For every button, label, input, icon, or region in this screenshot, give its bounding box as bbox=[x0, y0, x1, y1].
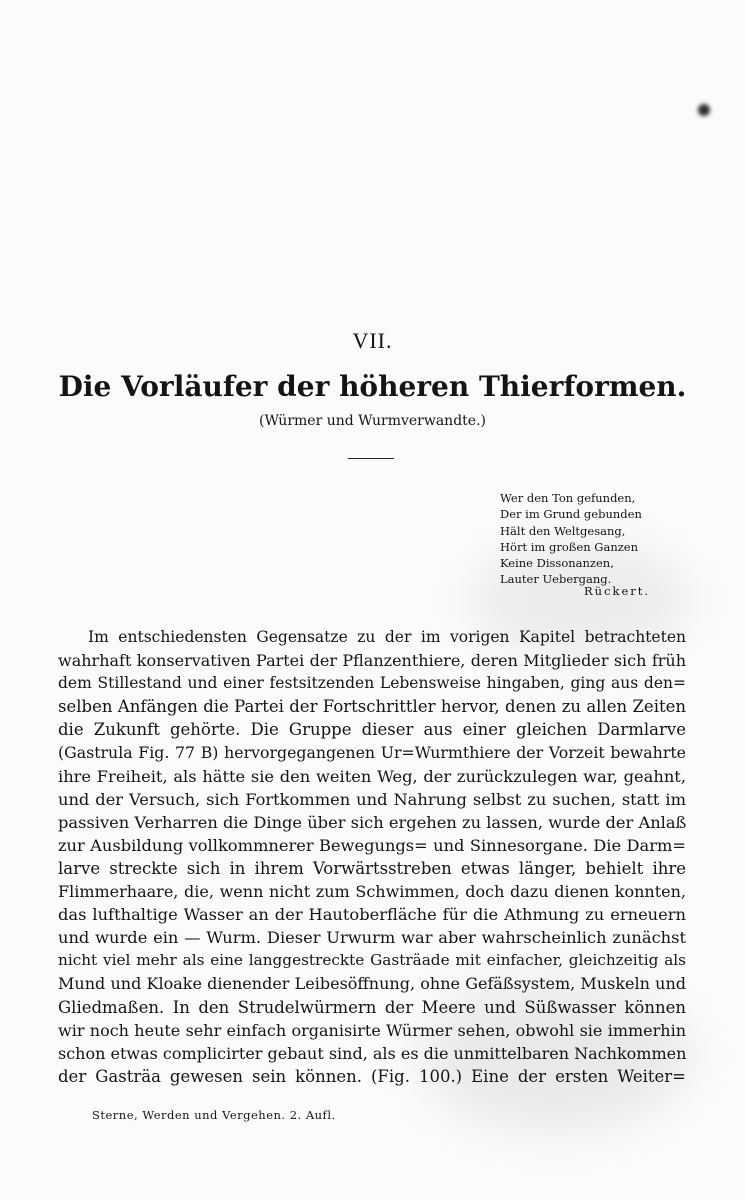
ink-spot bbox=[698, 104, 710, 116]
epigraph bbox=[500, 490, 710, 588]
text-line: ihre Freiheit, als hätte sie den weiten Weg, der zurückzulegen war, geahnt, bbox=[58, 766, 686, 786]
page-footer-signature: Sterne, Werden und Vergehen. 2. Aufl. bbox=[92, 1108, 336, 1122]
text-line: der Gasträa gewesen sein können. (Fig. 100.) Eine der ersten Weiter= bbox=[58, 1066, 686, 1086]
epigraph-line: Hört im großen Ganzen bbox=[500, 539, 639, 554]
epigraph-line: Hält den Weltgesang, bbox=[500, 523, 626, 538]
text-line: nicht viel mehr als eine langgestreckte Gasträade mit einfacher, gleichzeitig als bbox=[58, 951, 686, 970]
chapter-title: Die Vorläufer der höheren Thierformen. bbox=[58, 370, 687, 403]
text-line: Im entschiedensten Gegensatze zu der im vorigen Kapitel betrachteten bbox=[88, 628, 686, 646]
text-line: Mund und Kloake dienender Leibesöffnung, ohne Gefäßsystem, Muskeln und bbox=[58, 974, 686, 994]
epigraph-line: Lauter Uebergang. bbox=[500, 572, 612, 587]
epigraph-line: Keine Dissonanzen, bbox=[500, 556, 614, 571]
text-line: und wurde ein — Wurm. Dieser Urwurm war aber wahrscheinlich zunächst bbox=[58, 928, 686, 948]
epigraph-line: Wer den Ton gefunden, bbox=[500, 491, 636, 505]
text-line: Flimmerhaare, die, wenn nicht zum Schwimmen, doch dazu dienen konnten, bbox=[58, 882, 686, 902]
text-line: das lufthaltige Wasser an der Hautoberfläche für die Athmung zu erneuern bbox=[58, 905, 686, 925]
text-line: schon etwas complicirter gebaut sind, als es die unmittelbaren Nachkommen bbox=[58, 1043, 687, 1063]
text-line: larve streckte sich in ihrem Vorwärtsstreben etwas länger, behielt ihre bbox=[58, 858, 686, 878]
text-line: und der Versuch, sich Fortkommen und Nahrung selbst zu suchen, statt im bbox=[58, 789, 686, 809]
text-line: (Gastrula Fig. 77 B) hervorgegangenen Ur=Wurmthiere der Vorzeit bewahrte bbox=[58, 743, 686, 763]
text-line: passiven Verharren die Dinge über sich ergehen zu lassen, wurde der Anlaß bbox=[58, 812, 687, 832]
text-line: dem Stillestand und einer festsitzenden Lebensweise hingaben, ging aus den= bbox=[58, 674, 686, 693]
chapter-number: VII. bbox=[352, 328, 393, 353]
epigraph-line: Der im Grund gebunden bbox=[500, 507, 642, 522]
epigraph-author: Rückert. bbox=[584, 584, 651, 598]
text-line: wahrhaft konservativen Partei der Pflanzenthiere, deren Mitglieder sich früh bbox=[58, 651, 686, 671]
text-line: die Zukunft gehörte. Die Gruppe dieser aus einer gleichen Darmlarve bbox=[58, 720, 686, 740]
chapter-subtitle: (Würmer und Wurmverwandte.) bbox=[259, 413, 486, 429]
text-line: wir noch heute sehr einfach organisirte Würmer sehen, obwohl sie immerhin bbox=[58, 1020, 686, 1040]
text-line: zur Ausbildung vollkommnerer Bewegungs= und Sinnesorgane. Die Darm= bbox=[58, 835, 686, 855]
section-divider bbox=[348, 458, 394, 459]
body-paragraph bbox=[58, 626, 686, 1088]
text-line: selben Anfängen die Partei der Fortschrittler hervor, denen zu allen Zeiten bbox=[58, 697, 686, 717]
text-line: Gliedmaßen. In den Strudelwürmern der Meere und Süßwasser können bbox=[58, 997, 686, 1017]
